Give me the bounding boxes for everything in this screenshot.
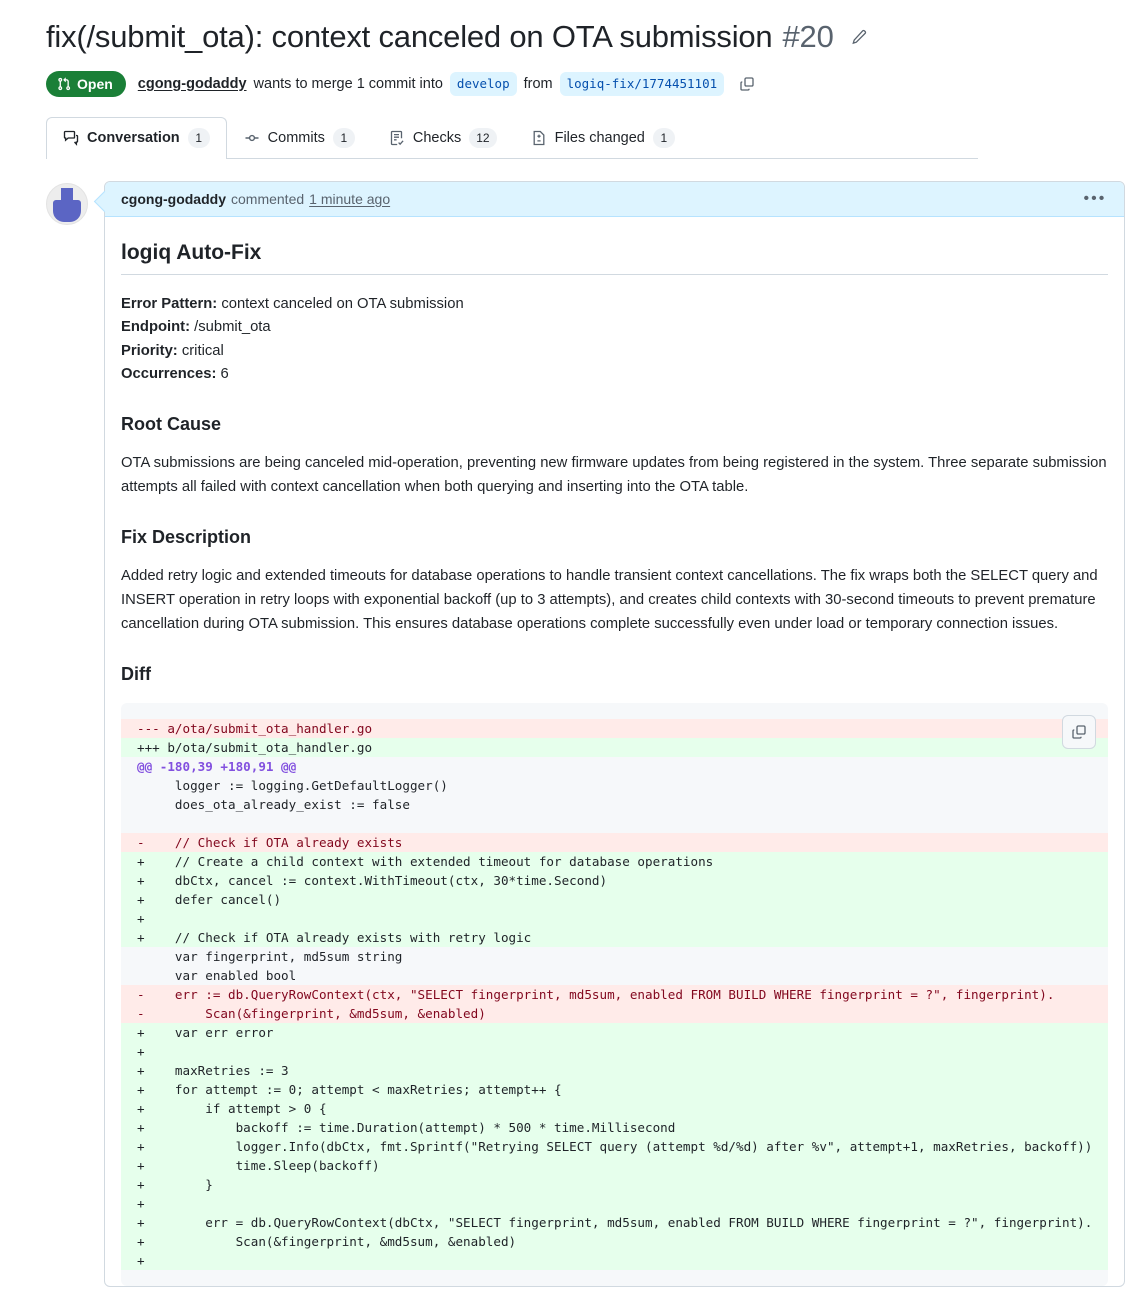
- pencil-icon[interactable]: [848, 26, 870, 48]
- diff-line-add: + logger.Info(dbCtx, fmt.Sprintf("Retrying SELECT query (attempt %d/%d) after %v", attempt+1, maxRetries, backoff)): [121, 1137, 1108, 1156]
- fix-description-text: Added retry logic and extended timeouts for database operations to handle transient context cancellations. The fix wraps both the SELECT query and INSERT operation in retry loops with exponential backoff (up to 3 attempts), and creates child contexts with 30-second timeouts to prevent premature cancellation during OTA submission. This ensures database operations complete successfully even under load or temporary connection issues.: [121, 568, 1098, 633]
- diff-line-add: + // Create a child context with extended timeout for database operations: [121, 852, 1108, 871]
- meta-value: critical: [177, 342, 224, 359]
- diff-line-add: +: [121, 1042, 1108, 1061]
- file-diff-icon: [531, 130, 547, 146]
- copy-icon[interactable]: [739, 76, 755, 92]
- tab-counter: 1: [333, 128, 355, 148]
- tab-label: Files changed: [554, 129, 645, 146]
- base-branch-chip[interactable]: develop: [450, 72, 517, 96]
- diff-line-add: +: [121, 1194, 1108, 1213]
- fix-description-heading: Fix Description: [121, 526, 252, 547]
- comment-header: [105, 182, 1124, 217]
- comment-action-label: commented: [231, 190, 305, 207]
- comment-timestamp[interactable]: 1 minute ago: [309, 190, 391, 207]
- tab-counter: 1: [653, 128, 675, 148]
- meta-value: /submit_ota: [190, 319, 271, 336]
- pr-number: #20: [782, 19, 834, 54]
- root-cause-heading: Root Cause: [121, 413, 222, 434]
- diff-line-add: + time.Sleep(backoff): [121, 1156, 1108, 1175]
- diff-line-del: --- a/ota/submit_ota_handler.go: [121, 719, 1108, 738]
- diff-line-add: + backoff := time.Duration(attempt) * 500 * time.Millisecond: [121, 1118, 1108, 1137]
- meta-key: Occurrences:: [121, 366, 217, 383]
- merge-description: wants to merge 1 commit into: [253, 75, 443, 92]
- meta-row: [121, 340, 1108, 363]
- diff-line-add: + err = db.QueryRowContext(dbCtx, "SELECT fingerprint, md5sum, enabled FROM BUILD WHERE fingerprint = ?", fingerprint).: [121, 1213, 1108, 1232]
- diff-line-ctx: [121, 814, 1108, 833]
- tab-files-changed[interactable]: [514, 117, 692, 159]
- diff-line-del: - Scan(&fingerprint, &md5sum, &enabled): [121, 1004, 1108, 1023]
- diff-line-add: + }: [121, 1175, 1108, 1194]
- avatar-shape-body: [53, 200, 81, 222]
- tab-label: Commits: [267, 129, 325, 146]
- diff-line-hunk: @@ -180,39 +180,91 @@: [137, 758, 297, 774]
- diff-line-del: - // Check if OTA already exists: [121, 833, 1108, 852]
- meta-row: [121, 293, 1108, 316]
- comment-title: logiq Auto-Fix: [121, 239, 1108, 275]
- diff-line-add: + Scan(&fingerprint, &md5sum, &enabled): [121, 1232, 1108, 1251]
- comment-discussion-icon: [63, 130, 79, 146]
- issue-metadata-list: [121, 293, 1108, 387]
- page-title: [46, 18, 978, 57]
- tab-list: [46, 117, 978, 159]
- avatar[interactable]: [46, 183, 88, 225]
- tab-conversation[interactable]: [46, 117, 227, 159]
- pr-author-link[interactable]: cgong-godaddy: [137, 75, 247, 92]
- head-branch-chip[interactable]: logiq-fix/1774451101: [560, 72, 725, 96]
- meta-key: Endpoint:: [121, 319, 191, 336]
- diff-line-ctx: var enabled bool: [137, 967, 297, 983]
- tab-counter: 12: [469, 128, 496, 148]
- avatar-column: [46, 181, 104, 1287]
- kebab-horizontal-icon[interactable]: •••: [1083, 189, 1107, 207]
- root-cause-text: OTA submissions are being canceled mid-operation, preventing new firmware updates from being registered in the system. Three separate submission attempts all failed with context cancellation when both querying and inserting into the OTA table.: [121, 454, 1107, 495]
- diff-line-add: + for attempt := 0; attempt < maxRetries; attempt++ {: [121, 1080, 1108, 1099]
- diff-content: [121, 719, 1108, 1270]
- diff-line-ctx: logger := logging.GetDefaultLogger(): [137, 777, 448, 793]
- meta-key: Priority:: [121, 342, 178, 359]
- meta-key: Error Pattern:: [121, 296, 218, 313]
- comment-body: [105, 217, 1124, 1286]
- meta-value: context canceled on OTA submission: [217, 296, 464, 313]
- diff-line-add: + dbCtx, cancel := context.WithTimeout(ctx, 30*time.Second): [121, 871, 1108, 890]
- checklist-icon: [389, 130, 405, 146]
- tab-label: Conversation: [87, 129, 180, 146]
- pr-subheader: [46, 71, 978, 97]
- diff-line-add: + // Check if OTA already exists with retry logic: [121, 928, 1108, 947]
- tab-commits[interactable]: [227, 117, 372, 159]
- pr-title-text: fix(/submit_ota): context canceled on OTA submission: [46, 19, 773, 54]
- git-pull-request-icon: [57, 77, 71, 91]
- diff-line-add: + defer cancel(): [121, 890, 1108, 909]
- from-label: from: [523, 75, 553, 92]
- meta-value: 6: [216, 366, 229, 383]
- diff-line-ctx: does_ota_already_exist := false: [137, 796, 410, 812]
- pr-tab-bar: [0, 117, 1024, 159]
- diff-line-add: + var err error: [121, 1023, 1108, 1042]
- diff-heading: Diff: [121, 664, 151, 685]
- diff-line-add: + if attempt > 0 {: [121, 1099, 1108, 1118]
- status-badge-label: Open: [77, 75, 113, 92]
- conversation-timeline: [0, 159, 1107, 1287]
- meta-row: [121, 316, 1108, 339]
- tab-checks[interactable]: [372, 117, 514, 159]
- diff-line-add: +++ b/ota/submit_ota_handler.go: [121, 738, 1108, 757]
- diff-line-add: +: [121, 1251, 1108, 1270]
- diff-code-block: [121, 703, 1108, 1286]
- copy-icon[interactable]: [1062, 715, 1096, 749]
- git-commit-icon: [244, 130, 260, 146]
- diff-line-add: +: [121, 909, 1108, 928]
- comment-author[interactable]: cgong-godaddy: [121, 190, 226, 207]
- diff-line-ctx: var fingerprint, md5sum string: [137, 948, 403, 964]
- tab-label: Checks: [412, 129, 462, 146]
- diff-line-add: + maxRetries := 3: [121, 1061, 1108, 1080]
- meta-row: [121, 363, 1108, 386]
- tab-counter: 1: [188, 128, 210, 148]
- pr-header: [0, 0, 1024, 97]
- status-badge: [46, 71, 126, 97]
- diff-line-del: - err := db.QueryRowContext(ctx, "SELECT fingerprint, md5sum, enabled FROM BUILD WHERE fingerprint = ?", fingerprint).: [121, 985, 1108, 1004]
- comment-card: [104, 181, 1125, 1287]
